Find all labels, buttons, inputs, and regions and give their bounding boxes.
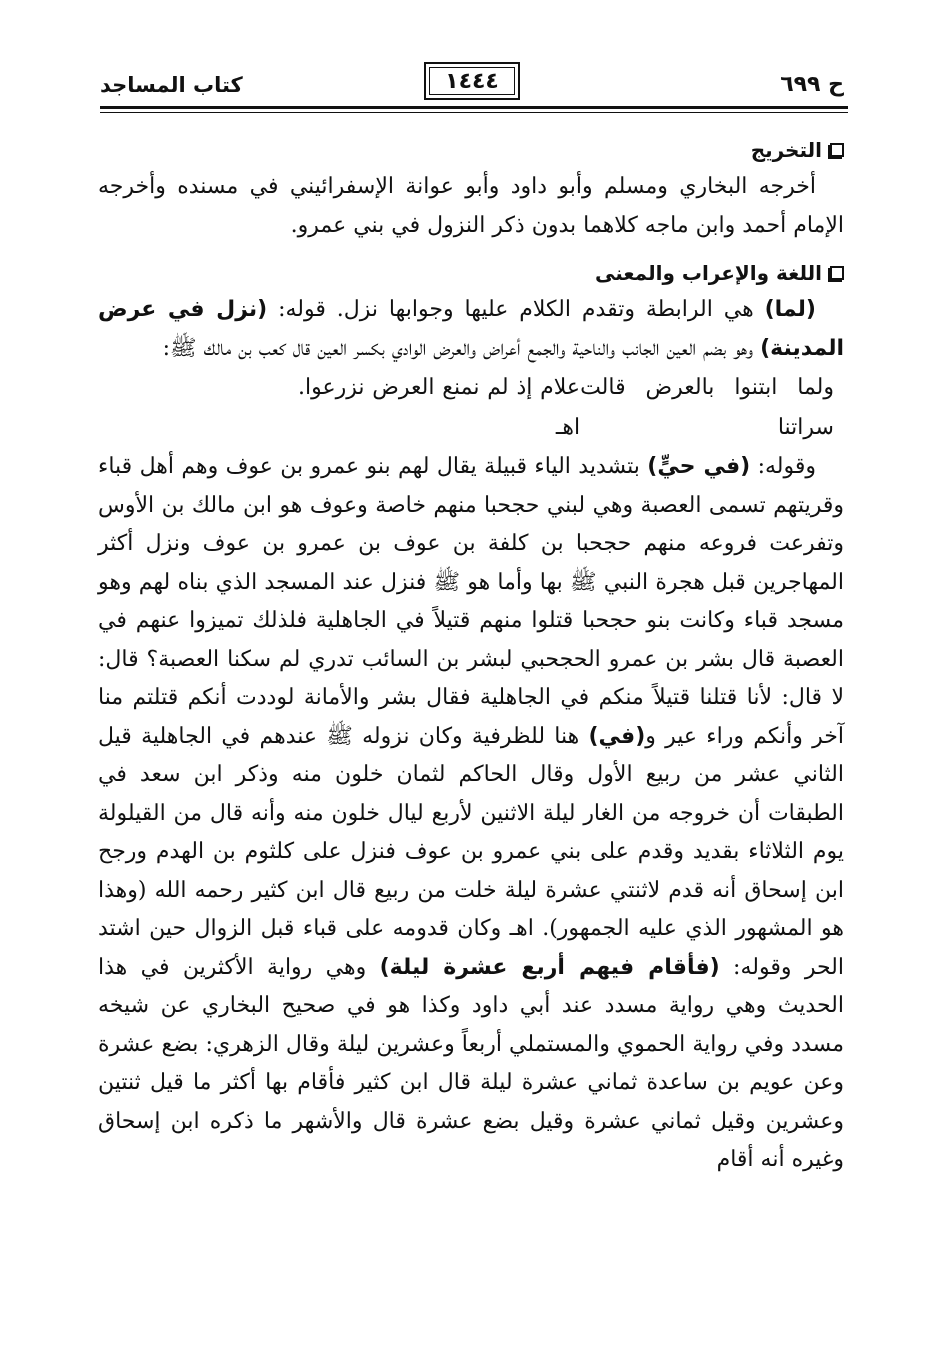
paragraph-text: هنا للظرفية وكان نزوله ﷺ عندهم في الجاهلية قيل الثاني عشر من ربيع الأول وقال الحاكم لثمان خلون منه وذكر ابن سعد في الطبقات أن خروجه من الغار ليلة الاثنين لأربع ليال خلون منه وأنه قال من القيلولة يوم الثلاثاء بقديد وقدم على بني عمرو بن عوف فنزل على كلثوم بن الهدم ورجح ابن إسحاق أنه قدم لاثنتي عشرة ليلة خلت من ربيع قال ابن كثير رحمه الله (وهذا هو المشهور الذي عليه الجمهور). اهـ وكان قدومه على قباء قبل الزوال حين اشتد الحر وقوله: [98,723,844,980]
section-heading-takhrij [98,132,844,168]
checkbox-bullet-icon [830,143,844,157]
bold-term: (لما) [764,297,816,322]
bold-term: (في حيٍّ) [647,454,751,479]
paragraph-text: وقوله: [750,454,816,479]
hadith-number: ١٤٤٤ [445,68,499,94]
hadith-number-frame [424,62,520,100]
verse-first-hemistich: ولما ابتنوا بالعرض قالت سراتنا [580,375,834,440]
section-heading-lugha [98,255,844,291]
page-body [98,132,844,1180]
bold-term: (في) [588,723,646,749]
bold-term: (نزل في عرض المدينة) [98,297,844,361]
page-label: ح ٦٩٩ [780,72,844,97]
paragraph-text: وهي رواية الأكثرين في هذا الحديث وهي رواية مسدد عند أبي داود وكذا هو في صحيح البخاري عن شيخه مسدد وفي رواية الحموي والمستملي أربعاً وعشرين ليلة وقال الزهري: بضع عشرة وعن عويم بن ساعدة ثماني عشرة ليلة قال ابن كثير فأقام بها أكثر ما قيل ثنتين وعشرين وقيل ثماني عشرة وقيل بضع عشرة قال والأشهر ما ذكره ابن إسحاق وغيره أنه أقام [98,954,844,1172]
lugha-paragraph [98,291,844,368]
section-heading-label: التخريج [750,138,822,162]
section-heading-label: اللغة والإعراب والمعنى [594,261,822,285]
paragraph-text: هي الرابطة وتقدم الكلام عليها وجوابها نزل. قوله: [267,297,765,322]
paragraph-text: بتشديد الياء قبيلة يقال لهم بنو عمرو بن عوف وهم أهل قباء وقريتهم تسمى العصبة وهي لبني حجحبا منهم خاصة وعوف هو ابن مالك بن الأوس وتفرعت فروعه منهم حجحبا بن كلفة بن عوف بن عمرو بن عوف ونزل أكثر المهاجرين قبل هجرة النبي ﷺ بها وأما هو ﷺ فنزل عند المسجد الذي بناه لهم وهو مسجد قباء وكانت بنو حجحبا قتلوا منهم قتيلاً في الجاهلية فلذلك تميزوا عنهم في العصبة قال بشر بن عمرو الحجحبي لبشر بن السائب تدري لم سكنا العصبة؟ قال: لا قال: لأنا قتلنا قتيلاً منكم في الجاهلية فقال بشر والأمانة لوددت أنكم قتلتم منا آخر وأنكم وراء عير و [98,454,844,749]
header-rule [100,106,848,109]
page-header [100,62,844,106]
commentary-paragraph [98,448,844,1180]
takhrij-paragraph: أخرجه البخاري ومسلم وأبو داود وأبو عوانة الإسفرائيني في مسنده وأخرجه الإمام أحمد وابن ماجه كلاهما بدون ذكر النزول في بني عمرو. [98,174,844,238]
header-rule-thin [100,112,848,113]
paragraph-text: وهو بضم العين الجانب والناحية والجمع أعراض والعرض الوادي بكسر العين قال كعب بن مالك ﷺ: [162,335,761,361]
book-title: كتاب المساجد [100,73,243,97]
bold-term: (فأقام فيهم أربع عشرة ليلة) [379,954,720,980]
checkbox-bullet-icon [830,266,844,280]
verse-second-hemistich: علام إذ لم نمنع العرض نزرعوا. اهـ [298,375,581,440]
poetry-verse [98,368,844,448]
